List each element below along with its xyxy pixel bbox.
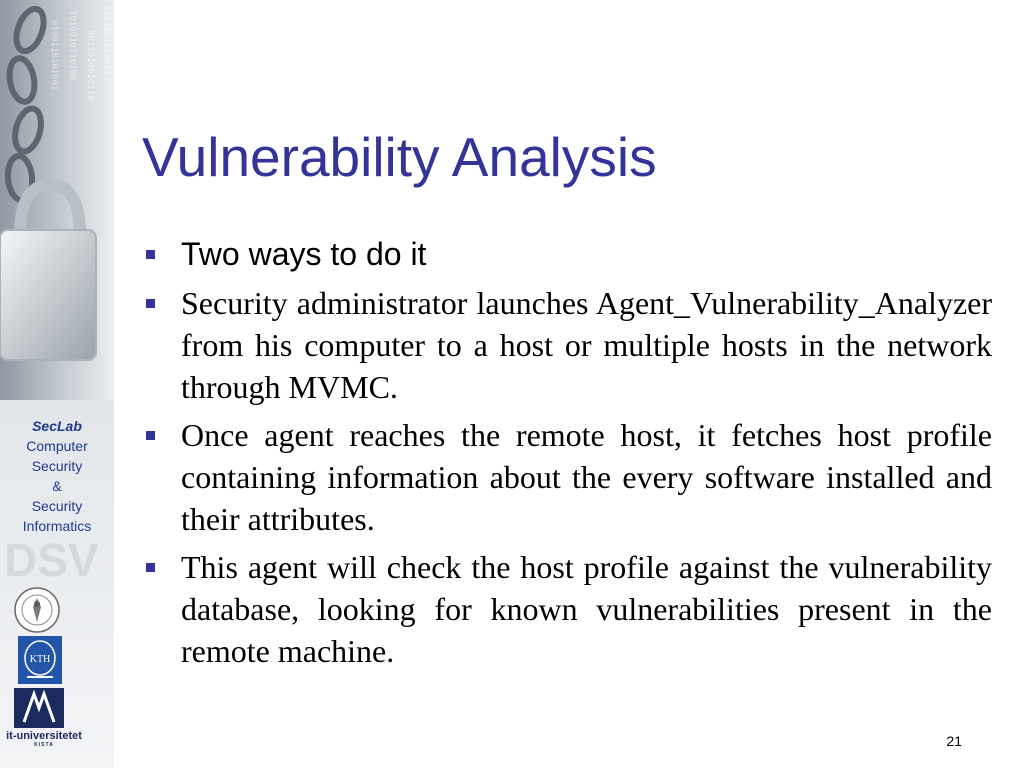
slide-title: Vulnerability Analysis: [142, 126, 657, 188]
bullet-item: [142, 282, 992, 408]
dsv-watermark-logo: [2, 532, 99, 586]
square-bullet-icon: [146, 250, 155, 259]
bullet-text: Security administrator launches Agent_Vulnerability_Analyzer from his computer to a host or multiple hosts in the network through MVMC.: [181, 285, 992, 405]
it-universitetet-logo-icon: [14, 688, 64, 728]
stockholm-university-seal-icon: [12, 585, 62, 635]
itu-logo-text: it-universitetet: [6, 730, 82, 742]
itu-logo-subtext: KISTA: [34, 742, 54, 748]
seclab-label: [0, 416, 114, 536]
bullet-text: This agent will check the host profile against the vulnerability database, looking for known vulnerabilities present in the remote machine.: [181, 549, 992, 669]
sidebar: [0, 0, 114, 768]
bullet-text: Two ways to do it: [181, 236, 427, 272]
page-number: 21: [946, 733, 962, 749]
svg-text:1010010110100: 1010010110100: [67, 10, 77, 81]
square-bullet-icon: [146, 299, 155, 308]
svg-text:0011010010110: 0011010010110: [85, 30, 95, 101]
svg-text:DSV: DSV: [4, 534, 99, 586]
bullet-item: [142, 232, 992, 276]
kth-logo-icon: [18, 636, 62, 684]
seclab-line: &: [52, 478, 62, 494]
bullet-text: Once agent reaches the remote host, it fetches host profile containing information about the every software installed and their attributes.: [181, 417, 992, 537]
seclab-line: Informatics: [22, 518, 92, 534]
svg-text:0100110101001: 0100110101001: [49, 20, 59, 91]
bullet-item: [142, 546, 992, 672]
square-bullet-icon: [146, 563, 155, 572]
bullet-list: [142, 232, 992, 678]
bullet-item: [142, 414, 992, 540]
seclab-line: Security: [31, 498, 83, 514]
it-universitetet-wordmark: [2, 730, 86, 748]
seclab-line: Security: [31, 458, 83, 474]
seclab-line: Computer: [26, 438, 88, 454]
square-bullet-icon: [146, 431, 155, 440]
svg-text:KTH: KTH: [29, 654, 51, 665]
seclab-title: SecLab: [32, 418, 82, 434]
svg-text:1101001010011: 1101001010011: [101, 5, 111, 76]
security-chain-padlock-image: [0, 0, 114, 400]
